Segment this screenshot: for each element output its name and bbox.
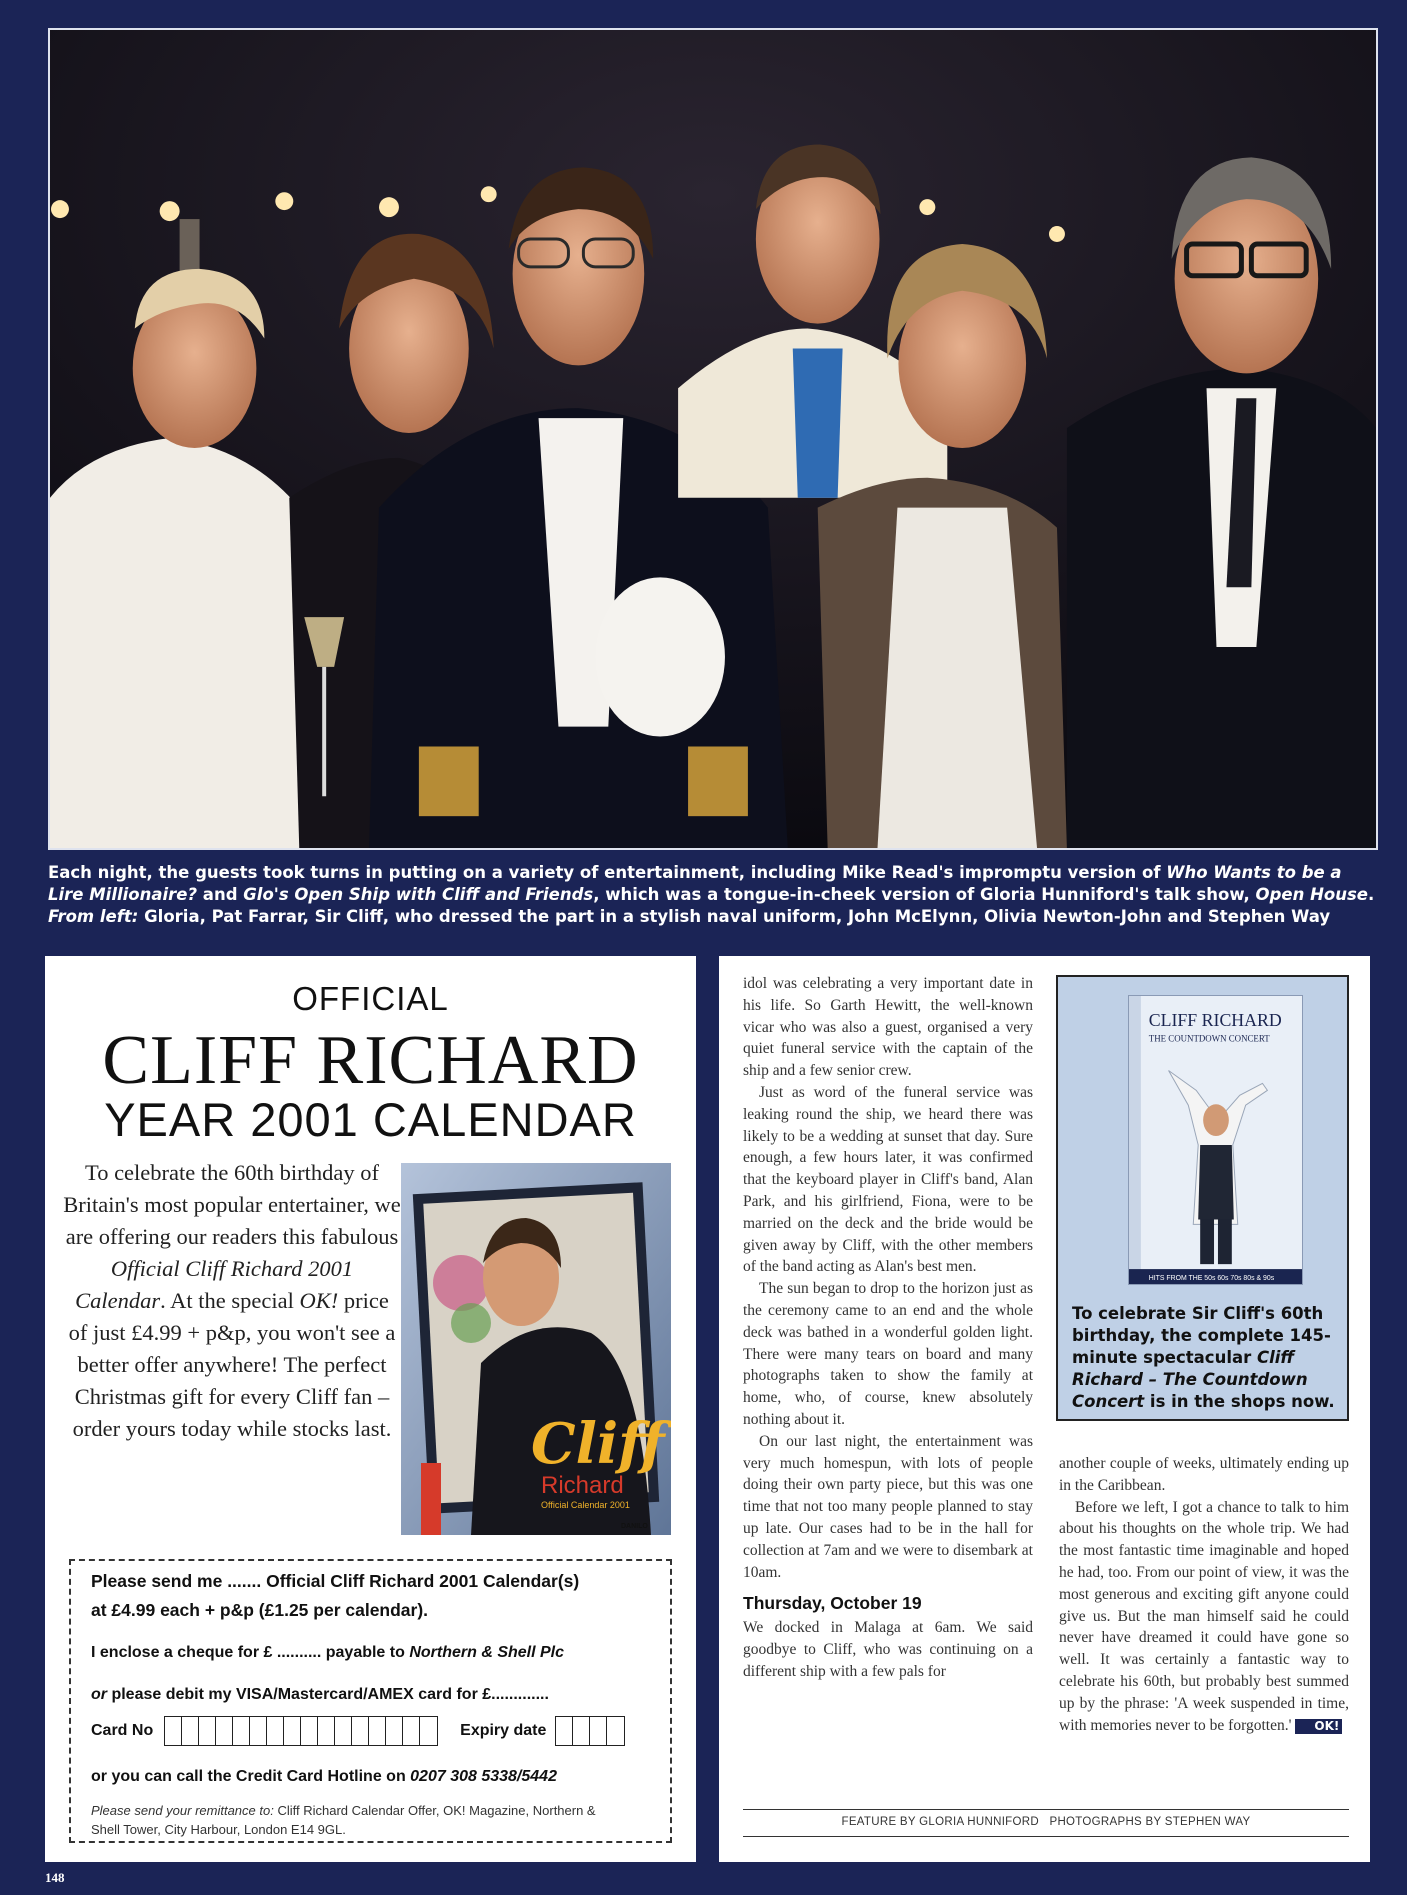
- article-paragraph: We docked in Malaga at 6am. We said goodbye to Cliff, who was continuing on a different ship with a few pals for: [743, 1619, 1033, 1680]
- ad-body-part1: To celebrate the 60th birthday of Britain's most popular entertainer, we are offering our readers this fabulous: [63, 1160, 401, 1249]
- calendar-sub-text: Official Calendar 2001: [541, 1500, 630, 1510]
- promo-caption: [1072, 1303, 1340, 1413]
- caption-part4: .: [1367, 885, 1375, 904]
- ad-body-part3: price of just £4.99 + p&p, you won't see a better offer anywhere! The perfect Christmas gift for every Cliff fan – order yours today while stocks last.: [68, 1288, 396, 1441]
- photo-credit: PHOTOGRAPHS BY STEPHEN WAY: [1049, 1816, 1251, 1828]
- coupon-cheque-line: [91, 1644, 564, 1662]
- coupon-line1: Please send me ....... Official Cliff Richard 2001 Calendar(s): [91, 1571, 580, 1591]
- coupon-hotline-line: [91, 1768, 557, 1786]
- caption-part3: , which was a tongue-in-cheek version of Gloria Hunniford's talk show,: [593, 885, 1256, 904]
- article-paragraph: On our last night, the entertainment was very much homespun, with lots of people doing their own party piece, but this was one time that not too many people planned to stay up late. Our cases had to be in the hall for collection at 7am and we were to disembark at 10am.: [743, 1432, 1033, 1581]
- order-coupon: [69, 1559, 672, 1843]
- ad-name-heading: CLIFF RICHARD: [102, 1022, 639, 1099]
- remittance-address: Cliff Richard Calendar Offer, OK! Magazine, Northern & Shell Tower, City Harbour, London E14 9GL.: [91, 1803, 596, 1837]
- remittance-label: Please send your remittance to:: [91, 1803, 274, 1818]
- ok-end-logo: OK!: [1295, 1719, 1342, 1734]
- caption-part1: Each night, the guests took turns in putting on a variety of entertainment, including Mike Read's impromptu version of: [48, 863, 1167, 882]
- calendar-name-text: Richard: [541, 1472, 624, 1499]
- hotline-number: 0207 308 5338/5442: [410, 1768, 557, 1785]
- coupon-remittance: [91, 1801, 611, 1839]
- credit-rule-bottom: [743, 1836, 1349, 1837]
- coupon-payee: Northern & Shell Plc: [409, 1644, 565, 1661]
- vhs-cover-illustration: [1129, 996, 1302, 1284]
- coupon-card-debit-line: [91, 1686, 549, 1704]
- caption-title3: Open House: [1255, 885, 1368, 904]
- ad-body-text: [63, 1157, 401, 1445]
- calendar-cover-image: [401, 1163, 671, 1535]
- vhs-cover-image: [1128, 995, 1303, 1285]
- article-column-2: [1059, 1453, 1349, 1736]
- caption-names: Gloria, Pat Farrar, Sir Cliff, who dressed the part in a stylish naval uniform, John McElynn, Olivia Newton-John and Stephen Way: [138, 907, 1331, 926]
- article-paragraph: [1059, 1497, 1349, 1737]
- card-number-label: Card No: [91, 1722, 154, 1739]
- ad-body-ok: OK!: [299, 1288, 339, 1313]
- article-subhead: Thursday, October 19: [743, 1593, 922, 1614]
- promo-title: Cliff Richard – The Countdown Concert: [1072, 1348, 1308, 1411]
- expiry-date-label: Expiry date: [460, 1722, 547, 1739]
- caption-from-left-label: From left:: [48, 907, 139, 926]
- vhs-title-text: CLIFF RICHARD: [1148, 1009, 1282, 1030]
- ad-official-heading: OFFICIAL: [292, 980, 449, 1017]
- page-number: 148: [45, 1870, 65, 1885]
- caption-title2: Glo's Open Ship with Cliff and Friends: [243, 885, 594, 904]
- article-closing-text: Before we left, I got a chance to talk to him about his thoughts on the whole trip. We had the most fantastic time imaginable and hoped he had, too. From our point of view, it was the most generous and exciting gift anyone could give us. But the man himself said he could never have dreamed it could have gone so well. It was certainly a fantastic way to celebrate his 60th, but probably best summed up by the phrase: 'A week suspended in time, with memories never to be forgotten.': [1059, 1498, 1349, 1734]
- calendar-logo-text: Cliff: [531, 1411, 665, 1477]
- calendar-brand-text: DANILO: [621, 1523, 648, 1530]
- calendar-cover-illustration: [401, 1163, 671, 1535]
- coupon-card-row: [91, 1716, 625, 1746]
- article-panel: [719, 956, 1370, 1862]
- coupon-cheque-text: I enclose a cheque for £ .......... payable to: [91, 1644, 410, 1661]
- article-paragraph: Just as word of the funeral service was leaking round the ship, we heard there was likely to be a wedding at sunset that day. Sure enough, a few hours later, it was confirmed that the keyboard player in Cliff's band, Alan Park, and his girlfriend, Fiona, were to be married on the deck and the bride would be given away by Cliff, with the other members of the band acting as Alan's best men.: [743, 1083, 1033, 1276]
- card-number-field[interactable]: [164, 1716, 438, 1746]
- promo-text-part2: is in the shops now.: [1144, 1392, 1335, 1411]
- caption-title1: Who Wants to be a Lire Millionaire?: [48, 863, 1342, 904]
- caption-part2: and: [197, 885, 244, 904]
- expiry-date-field[interactable]: [555, 1716, 625, 1746]
- group-photo-illustration: [50, 30, 1376, 848]
- promo-text-part1: To celebrate Sir Cliff's 60th birthday, the complete 145-minute spectacular: [1072, 1304, 1331, 1367]
- feature-credits: [743, 1816, 1349, 1828]
- article-paragraph: idol was celebrating a very important date in his life. So Garth Hewitt, the well-known vicar who was also a guest, organised a very quiet funeral service with the captain of the ship and a few senior crew.: [743, 975, 1033, 1080]
- article-column-1: [743, 973, 1033, 1683]
- article-paragraph: another couple of weeks, ultimately ending up in the Caribbean.: [1059, 1455, 1349, 1494]
- dvd-promo-box: [1056, 975, 1349, 1421]
- article-paragraph: The sun began to drop to the horizon just as the ceremony came to an end and the whole deck was bathed in a wonderful golden light. There were many tears on board and many photographs taken to show the family at home, who, of course, knew absolutely nothing about it.: [743, 1280, 1033, 1428]
- group-photo: [48, 28, 1378, 850]
- coupon-debit-text: please debit my VISA/Mastercard/AMEX card for £.............: [107, 1686, 549, 1703]
- calendar-advert: [45, 956, 696, 1862]
- photo-caption: [48, 862, 1378, 928]
- coupon-or: or: [91, 1686, 107, 1703]
- vhs-subtitle-text: THE COUNTDOWN CONCERT: [1148, 1033, 1270, 1044]
- vhs-footer-text: HITS FROM THE 50s 60s 70s 80s & 90s: [1148, 1275, 1275, 1283]
- feature-credit: FEATURE BY GLORIA HUNNIFORD: [841, 1816, 1039, 1828]
- ad-body-italic: Official Cliff Richard 2001 Calendar: [75, 1256, 354, 1313]
- ad-body-part2: . At the special: [160, 1288, 300, 1313]
- coupon-line2: at £4.99 each + p&p (£1.25 per calendar).: [91, 1600, 429, 1620]
- credit-rule-top: [743, 1809, 1349, 1810]
- ad-year-heading: YEAR 2001 CALENDAR: [104, 1093, 637, 1146]
- hotline-text: or you can call the Credit Card Hotline on: [91, 1768, 411, 1785]
